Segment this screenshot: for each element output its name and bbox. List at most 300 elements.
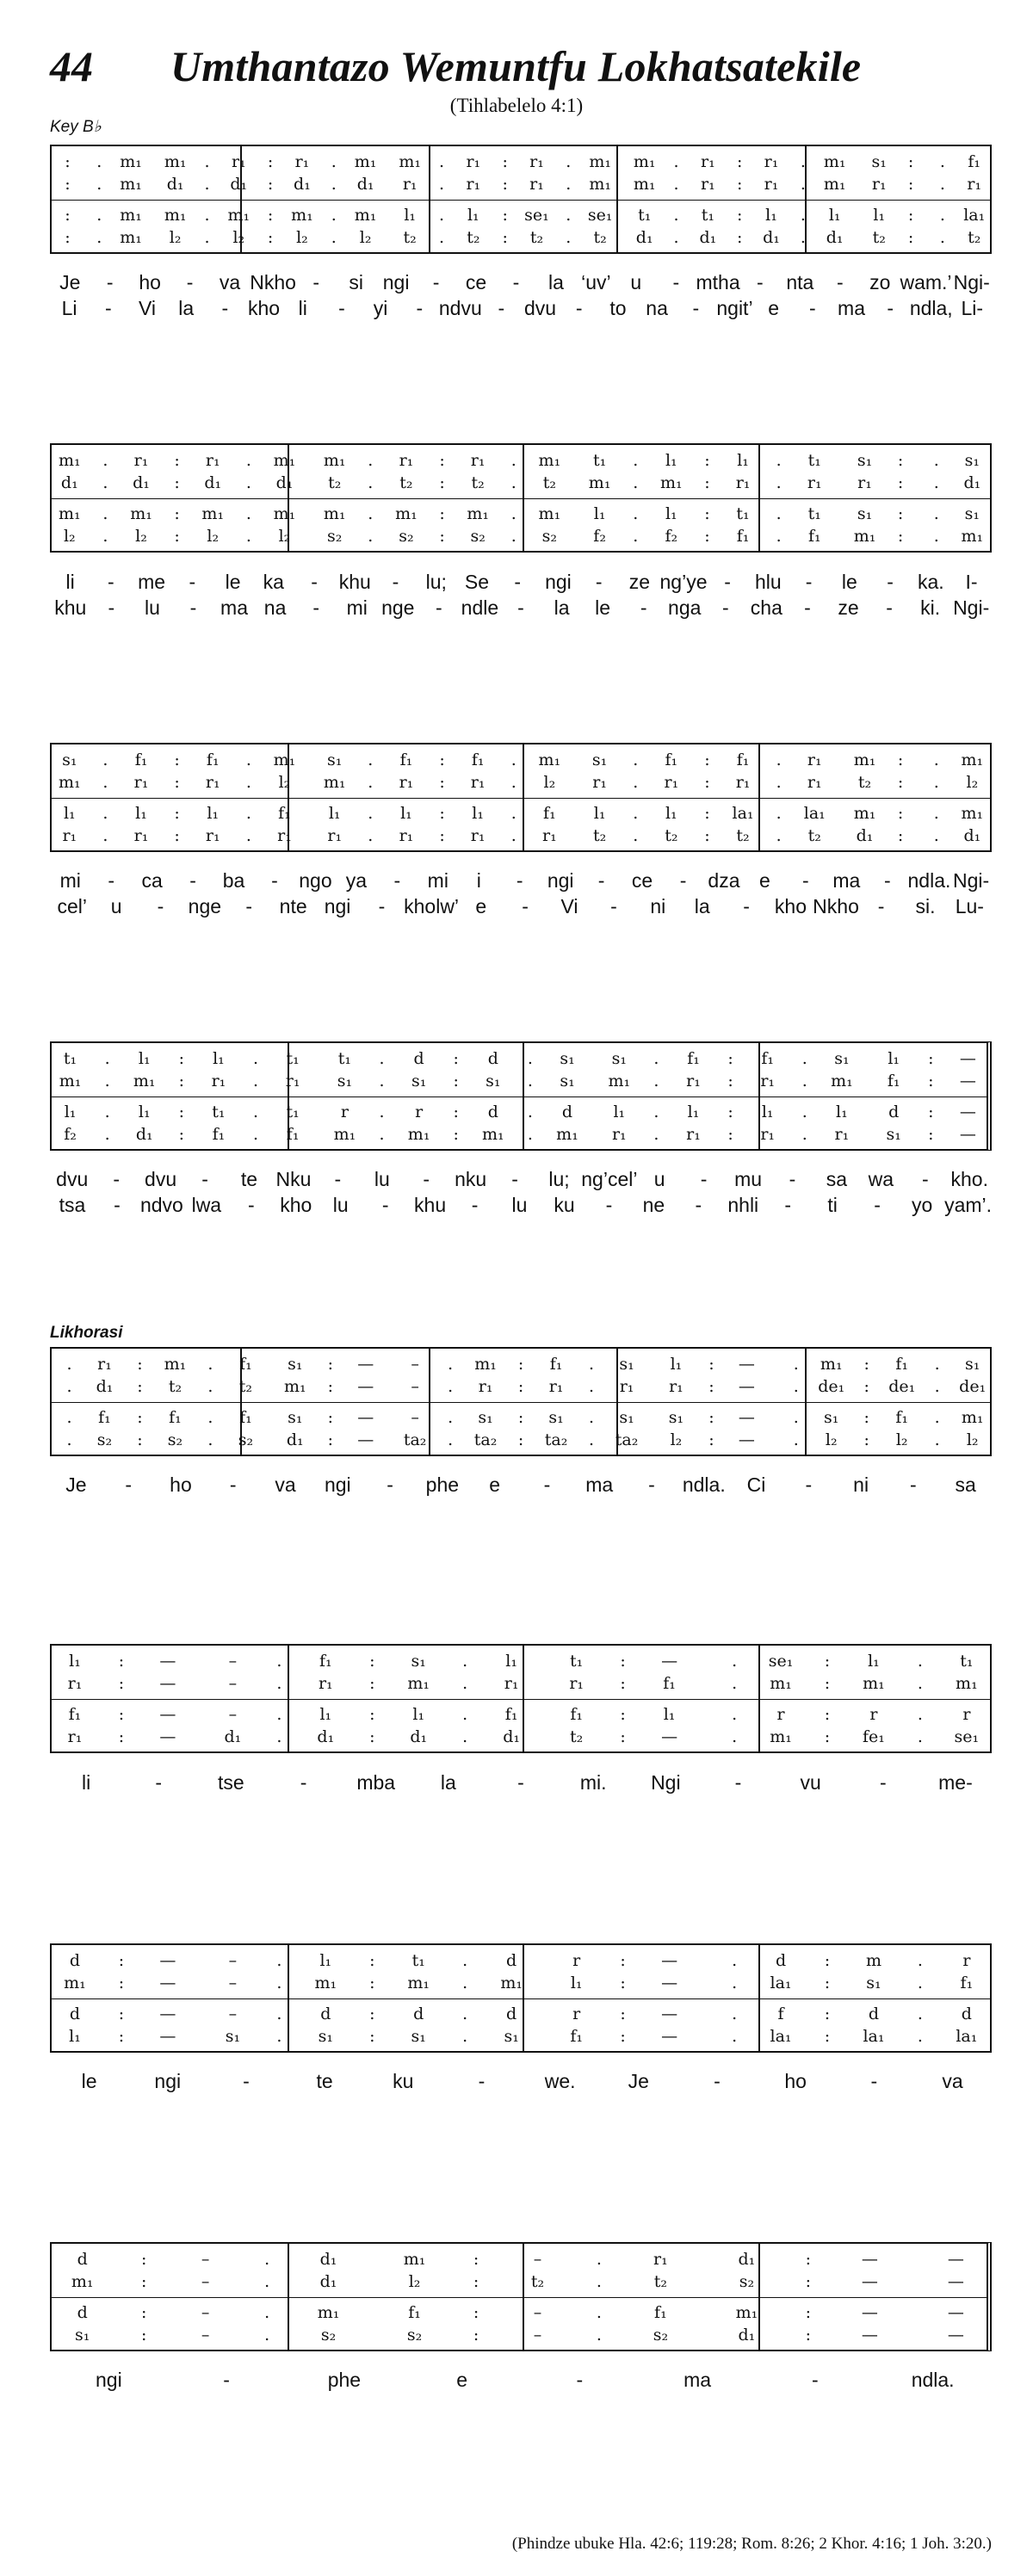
- syllable: -: [511, 1168, 518, 1190]
- solfa-note: .: [732, 1652, 738, 1671]
- solfa-note: :: [620, 1705, 626, 1724]
- voice-part-row: [52, 1949, 990, 1973]
- syllable: cel’: [57, 895, 87, 917]
- solfa-note: d₁: [275, 473, 294, 492]
- voice-part-row: [52, 2323, 987, 2347]
- solfa-note: m₁: [273, 751, 296, 769]
- solfa-note: —: [947, 2272, 964, 2291]
- solfa-note: :: [327, 1408, 333, 1427]
- syllable: ba: [222, 869, 245, 892]
- voice-part-row: [52, 448, 990, 473]
- solfa-note: d₁: [356, 175, 374, 194]
- solfa-note: :: [369, 1705, 375, 1724]
- solfa-note: :: [137, 1430, 143, 1449]
- solfa-note: t₁: [337, 1049, 352, 1068]
- syllable: wam.’: [900, 271, 952, 293]
- solfa-note: l₁: [138, 1103, 151, 1121]
- solfa-note: r₁: [967, 175, 982, 194]
- solfa-note: f₁: [206, 751, 220, 769]
- hymn-title: Umthantazo Wemuntfu Lokhatsatekile: [170, 42, 862, 90]
- syllable: -: [514, 571, 522, 593]
- syllable: -: [338, 297, 345, 319]
- solfa-note: f₁: [968, 152, 981, 171]
- syllable: -: [522, 895, 529, 917]
- scripture-reference: (Tihlabelelo 4:1): [449, 95, 584, 116]
- solfa-note: r₁: [478, 1377, 493, 1396]
- solfa-note: —: [947, 2303, 964, 2322]
- syllable: u: [653, 1168, 665, 1190]
- solfa-note: l₁: [665, 451, 677, 470]
- solfa-note: f₁: [761, 1049, 775, 1068]
- solfa-note: .: [462, 1727, 468, 1746]
- solfa-note: d₁: [826, 228, 844, 247]
- solfa-note: :: [620, 1652, 626, 1671]
- solfa-note: t₂: [665, 826, 678, 845]
- solfa-note: .: [264, 2326, 270, 2344]
- syllable: ni: [650, 895, 666, 917]
- solfa-note: f₁: [807, 527, 821, 546]
- solfa-note: m₁: [633, 152, 656, 171]
- solfa-note: :: [805, 2303, 812, 2322]
- solfa-note: d₁: [204, 473, 222, 492]
- solfa-note: d: [69, 2005, 81, 2023]
- syllable: na: [263, 596, 287, 619]
- solfa-note: :: [369, 1974, 375, 1992]
- solfa-note: :: [178, 1103, 185, 1121]
- solfa-note: f₂: [593, 527, 606, 546]
- solfa-note: t₂: [968, 228, 981, 247]
- solfa-note: .: [939, 152, 945, 171]
- solfa-note: l₂: [169, 228, 182, 247]
- solfa-note: f₁: [319, 1652, 332, 1671]
- solfa-note: .: [801, 1103, 807, 1121]
- solfa-note: .: [264, 2250, 270, 2269]
- solfa-note: :: [620, 1674, 626, 1693]
- syllable: -: [416, 297, 424, 319]
- syllable: ngi: [96, 2369, 122, 2391]
- solfa-note: r: [415, 1103, 424, 1121]
- syllable: -: [189, 596, 197, 619]
- solfa-note: .: [276, 2027, 282, 2046]
- solfa-note: .: [566, 206, 572, 225]
- solfa-note: –: [533, 2303, 542, 2322]
- solfa-note: l₁: [319, 1705, 332, 1724]
- solfa-note: d₁: [410, 1727, 428, 1746]
- solfa-note: s₁: [486, 1072, 501, 1090]
- solfa-note: d₁: [224, 1727, 242, 1746]
- syllable: ho: [170, 1473, 192, 1496]
- solfa-note: .: [653, 1125, 659, 1144]
- syllable: -: [870, 2070, 878, 2092]
- solfa-note: .: [939, 228, 945, 247]
- solfa-note: .: [331, 152, 337, 171]
- solfa-note: l₁: [613, 1103, 626, 1121]
- solfa-note: f₁: [408, 2303, 421, 2322]
- syllable: me-: [938, 1771, 973, 1794]
- solfa-note: r₁: [470, 451, 486, 470]
- syllable: ze: [838, 596, 859, 619]
- solfa-note: r₁: [318, 1674, 333, 1693]
- solfa-note: .: [104, 1103, 110, 1121]
- solfa-note: m₁: [853, 804, 876, 823]
- solfa-note: :: [439, 451, 445, 470]
- solfa-note: —: [357, 1430, 374, 1449]
- syllable: -: [517, 1771, 524, 1794]
- solfa-note: f₂: [64, 1125, 77, 1144]
- solfa-note: .: [633, 826, 639, 845]
- solfa-note: m₁: [589, 175, 611, 194]
- solfa-note: m₁: [538, 504, 561, 523]
- solfa-note: d: [888, 1103, 900, 1121]
- syllable: e: [759, 869, 770, 892]
- solfa-note: l₁: [761, 1103, 774, 1121]
- solfa-note: m₁: [956, 1674, 978, 1693]
- syllable: -: [679, 869, 687, 892]
- solfa-note: —: [947, 2326, 964, 2344]
- solfa-note: :: [517, 1355, 524, 1374]
- syllable: kho: [280, 1194, 312, 1216]
- solfa-note: .: [276, 1674, 282, 1693]
- solfa-note: r₁: [470, 773, 486, 792]
- syllable: sa: [826, 1168, 848, 1190]
- solfa-note: l₁: [412, 1705, 425, 1724]
- syllable: -: [877, 895, 885, 917]
- solfa-note: de₁: [818, 1377, 845, 1396]
- syllable: Ngi: [651, 1771, 681, 1794]
- solfa-note: s₁: [886, 1125, 901, 1144]
- solfa-note: —: [738, 1377, 755, 1396]
- solfa-note: r₁: [504, 1674, 519, 1693]
- solfa-note: s₁: [871, 152, 887, 171]
- solfa-note: —: [159, 1705, 176, 1724]
- solfa-note: :: [118, 1705, 125, 1724]
- syllable: lu;: [425, 571, 447, 593]
- solfa-note: :: [727, 1125, 733, 1144]
- solfa-note: —: [959, 1049, 976, 1068]
- syllable: le: [595, 596, 611, 619]
- solfa-note: .: [793, 1430, 799, 1449]
- solfa-note: r₁: [760, 1125, 776, 1144]
- solfa-note: f₁: [665, 751, 678, 769]
- solfa-note: :: [824, 1727, 831, 1746]
- syllable: -: [517, 596, 524, 619]
- solfa-note: :: [473, 2250, 479, 2269]
- solfa-note: r: [340, 1103, 349, 1121]
- solfa-note: m₁: [120, 152, 142, 171]
- solfa-note: la₁: [770, 2027, 792, 2046]
- solfa-note: m₁: [71, 2272, 94, 2291]
- music-system: [50, 2242, 992, 2351]
- solfa-note: :: [620, 2005, 626, 2023]
- syllable: -: [804, 596, 811, 619]
- solfa-note: r: [572, 2005, 581, 2023]
- solfa-note: .: [800, 175, 806, 194]
- solfa-note: :: [439, 504, 445, 523]
- solfa-note: :: [928, 1103, 934, 1121]
- solfa-note: .: [801, 1125, 807, 1144]
- solfa-note: .: [793, 1377, 799, 1396]
- music-system: [50, 443, 992, 553]
- solfa-note: t₂: [736, 826, 750, 845]
- solfa-note: s₁: [225, 2027, 241, 2046]
- solfa-note: m₁: [823, 152, 846, 171]
- solfa-note: r₁: [277, 826, 292, 845]
- syllable: -: [104, 297, 112, 319]
- syllable: -: [157, 895, 164, 917]
- syllable: -: [789, 1168, 796, 1190]
- solfa-note: t₂: [168, 1377, 182, 1396]
- hymn-number: 44: [50, 42, 93, 90]
- syllable: vu: [800, 1771, 821, 1794]
- solfa-note: s₁: [619, 1408, 634, 1427]
- solfa-note: .: [102, 804, 108, 823]
- solfa-note: :: [824, 1652, 831, 1671]
- syllable: Je: [59, 271, 81, 293]
- solfa-note: m₁: [961, 1408, 984, 1427]
- syllable: ng’ye: [659, 571, 708, 593]
- solfa-note: .: [633, 751, 639, 769]
- syllable: -: [432, 271, 440, 293]
- solfa-note: :: [708, 1355, 714, 1374]
- lyric-line: [50, 1194, 992, 1217]
- solfa-note: m₁: [323, 451, 346, 470]
- lyric-line: [50, 895, 992, 918]
- solfa-note: m₁: [588, 473, 611, 492]
- solfa-note: —: [357, 1408, 374, 1427]
- solfa-note: .: [510, 751, 516, 769]
- voice-part-row: [52, 1649, 990, 1673]
- solfa-note: t₂: [857, 773, 872, 792]
- syllable: phe: [327, 2369, 362, 2391]
- solfa-note: :: [137, 1408, 143, 1427]
- solfa-note: m₁: [500, 1974, 523, 1992]
- solfa-note: d₁: [133, 473, 150, 492]
- solfa-note: t₁: [286, 1049, 300, 1068]
- syllable: ya: [345, 869, 368, 892]
- syllable: nge: [188, 895, 222, 917]
- solfa-note: m₁: [820, 1355, 843, 1374]
- solfa-note: .: [252, 1125, 259, 1144]
- syllable: Ngi-: [953, 271, 990, 293]
- solfa-note: :: [704, 826, 710, 845]
- solfa-note: .: [368, 751, 374, 769]
- solfa-note: .: [801, 1072, 807, 1090]
- solfa-note: r₁: [669, 1377, 684, 1396]
- solfa-note: .: [276, 1951, 282, 1970]
- solfa-note: r: [869, 1705, 878, 1724]
- lyric-line: [50, 869, 992, 893]
- solfa-note: .: [204, 152, 210, 171]
- solfa-note: t₂: [542, 473, 556, 492]
- solfa-note: .: [917, 2005, 923, 2023]
- syllable: ngi: [547, 869, 574, 892]
- music-system: [50, 1041, 992, 1151]
- solfa-note: .: [379, 1072, 385, 1090]
- solfa-note: :: [118, 1674, 125, 1693]
- solfa-note: :: [140, 2326, 147, 2344]
- syllable: -: [734, 1771, 742, 1794]
- solfa-note: :: [897, 826, 904, 845]
- solfa-note: se₁: [954, 1727, 980, 1746]
- solfa-note: d: [506, 1951, 517, 1970]
- solfa-note: .: [933, 527, 939, 546]
- solfa-note: :: [704, 473, 710, 492]
- solfa-note: d: [413, 1049, 424, 1068]
- solfa-note: :: [805, 2272, 812, 2291]
- solfa-note: m₁: [58, 451, 81, 470]
- solfa-note: :: [140, 2250, 147, 2269]
- solfa-note: d₁: [963, 826, 981, 845]
- solfa-note: .: [66, 1355, 72, 1374]
- syllable: nte: [279, 895, 307, 917]
- solfa-note: :: [704, 773, 710, 792]
- syllable: Se: [464, 571, 490, 593]
- solfa-note: l₁: [400, 804, 412, 823]
- solfa-note: .: [776, 527, 782, 546]
- solfa-note: –: [228, 2005, 238, 2023]
- solfa-note: d₁: [963, 473, 981, 492]
- voice-part-row: [52, 524, 990, 548]
- syllable: -: [575, 297, 583, 319]
- solfa-note: l₂: [966, 1430, 979, 1449]
- solfa-note: :: [824, 2027, 831, 2046]
- solfa-note: t₁: [807, 504, 821, 523]
- solfa-note: t₁: [960, 1652, 974, 1671]
- solfa-note: :: [140, 2272, 147, 2291]
- solfa-note: r₁: [466, 175, 481, 194]
- solfa-note: l₂: [966, 773, 979, 792]
- solfa-note: :: [65, 152, 71, 171]
- solfa-note: m₁: [64, 1974, 86, 1992]
- syllable: e: [768, 297, 780, 319]
- solfa-note: se₁: [768, 1652, 794, 1671]
- solfa-note: t₁: [701, 206, 714, 225]
- syllable: dvu: [523, 297, 557, 319]
- solfa-note: m₁: [273, 504, 296, 523]
- solfa-note: :: [736, 206, 743, 225]
- syllable: -: [576, 2369, 584, 2391]
- solfa-note: —: [959, 1125, 976, 1144]
- solfa-note: r₁: [205, 451, 220, 470]
- solfa-note: r₁: [67, 1727, 83, 1746]
- solfa-note: .: [102, 826, 108, 845]
- solfa-note: :: [897, 504, 904, 523]
- solfa-note: f₁: [570, 1705, 583, 1724]
- solfa-note: m₁: [399, 152, 421, 171]
- syllable: -: [887, 297, 894, 319]
- music-system: [50, 145, 992, 254]
- solfa-note: :: [863, 1377, 869, 1396]
- solfa-note: :: [517, 1377, 524, 1396]
- solfa-note: s₁: [824, 1408, 839, 1427]
- solfa-note: .: [589, 1408, 595, 1427]
- solfa-note: .: [596, 2303, 602, 2322]
- solfa-note: —: [159, 2027, 176, 2046]
- solfa-note: f₁: [212, 1125, 226, 1144]
- syllable: khu: [54, 596, 87, 619]
- syllable: nta: [786, 271, 814, 293]
- syllable: -: [543, 1473, 551, 1496]
- solfa-note: f₁: [887, 1072, 900, 1090]
- solfa-note: r₁: [285, 1072, 300, 1090]
- syllable: Nkho: [250, 271, 296, 293]
- solfa-note: f₁: [169, 1408, 182, 1427]
- syllable: -: [125, 1473, 132, 1496]
- solfa-note: .: [204, 228, 210, 247]
- voice-part-row: [52, 1671, 990, 1696]
- solfa-note: d: [868, 2005, 880, 2023]
- solfa-note: –: [533, 2326, 542, 2344]
- solfa-note: .: [633, 451, 639, 470]
- syllable: ku: [554, 1194, 575, 1216]
- music-system: [50, 743, 992, 852]
- solfa-note: :: [439, 751, 445, 769]
- solfa-note: —: [357, 1377, 374, 1396]
- solfa-note: m₁: [317, 2303, 340, 2322]
- syllable: lu: [332, 1194, 349, 1216]
- solfa-note: r₁: [402, 175, 418, 194]
- syllable: ki.: [920, 596, 941, 619]
- solfa-note: .: [245, 504, 251, 523]
- voice-part-row: [52, 225, 990, 250]
- solfa-note: m₁: [323, 504, 346, 523]
- solfa-note: .: [276, 1974, 282, 1992]
- solfa-note: :: [805, 2250, 812, 2269]
- solfa-note: :: [620, 1974, 626, 1992]
- solfa-note: :: [174, 751, 180, 769]
- solfa-note: .: [252, 1049, 259, 1068]
- solfa-note: .: [368, 804, 374, 823]
- solfa-note: s₁: [857, 451, 873, 470]
- solfa-note: :: [369, 1674, 375, 1693]
- solfa-note: .: [566, 228, 572, 247]
- solfa-note: :: [118, 2027, 125, 2046]
- solfa-note: .: [368, 773, 374, 792]
- solfa-note: .: [633, 773, 639, 792]
- solfa-note: .: [207, 1355, 213, 1374]
- solfa-note: .: [438, 152, 445, 171]
- voice-part-row: [52, 1374, 990, 1399]
- syllable: le: [225, 571, 241, 593]
- solfa-note: m₁: [273, 451, 296, 470]
- syllable: -: [108, 596, 115, 619]
- solfa-note: m₁: [164, 1355, 187, 1374]
- voice-part-row: [52, 471, 990, 495]
- solfa-note: :: [824, 1951, 831, 1970]
- solfa-note: .: [933, 804, 939, 823]
- solfa-note: m₁: [291, 206, 313, 225]
- solfa-note: .: [96, 228, 102, 247]
- solfa-note: .: [776, 751, 782, 769]
- solfa-note: d₁: [635, 228, 653, 247]
- solfa-note: m₁: [333, 1125, 356, 1144]
- solfa-note: .: [104, 1125, 110, 1144]
- solfa-note: .: [653, 1103, 659, 1121]
- solfa-note: .: [633, 527, 639, 546]
- solfa-note: .: [917, 1951, 923, 1970]
- syllable: ti: [827, 1194, 838, 1216]
- lyric-line: [50, 2070, 992, 2093]
- solfa-note: .: [448, 1408, 454, 1427]
- solfa-note: r₁: [529, 175, 544, 194]
- solfa-note: d₁: [166, 175, 184, 194]
- voice-part-row: [52, 801, 990, 825]
- solfa-note: ta₂: [473, 1430, 498, 1449]
- voice-part-row: [52, 2301, 987, 2325]
- solfa-note: .: [331, 206, 337, 225]
- syllable: Je: [65, 1473, 87, 1496]
- solfa-note: s₂: [653, 2326, 669, 2344]
